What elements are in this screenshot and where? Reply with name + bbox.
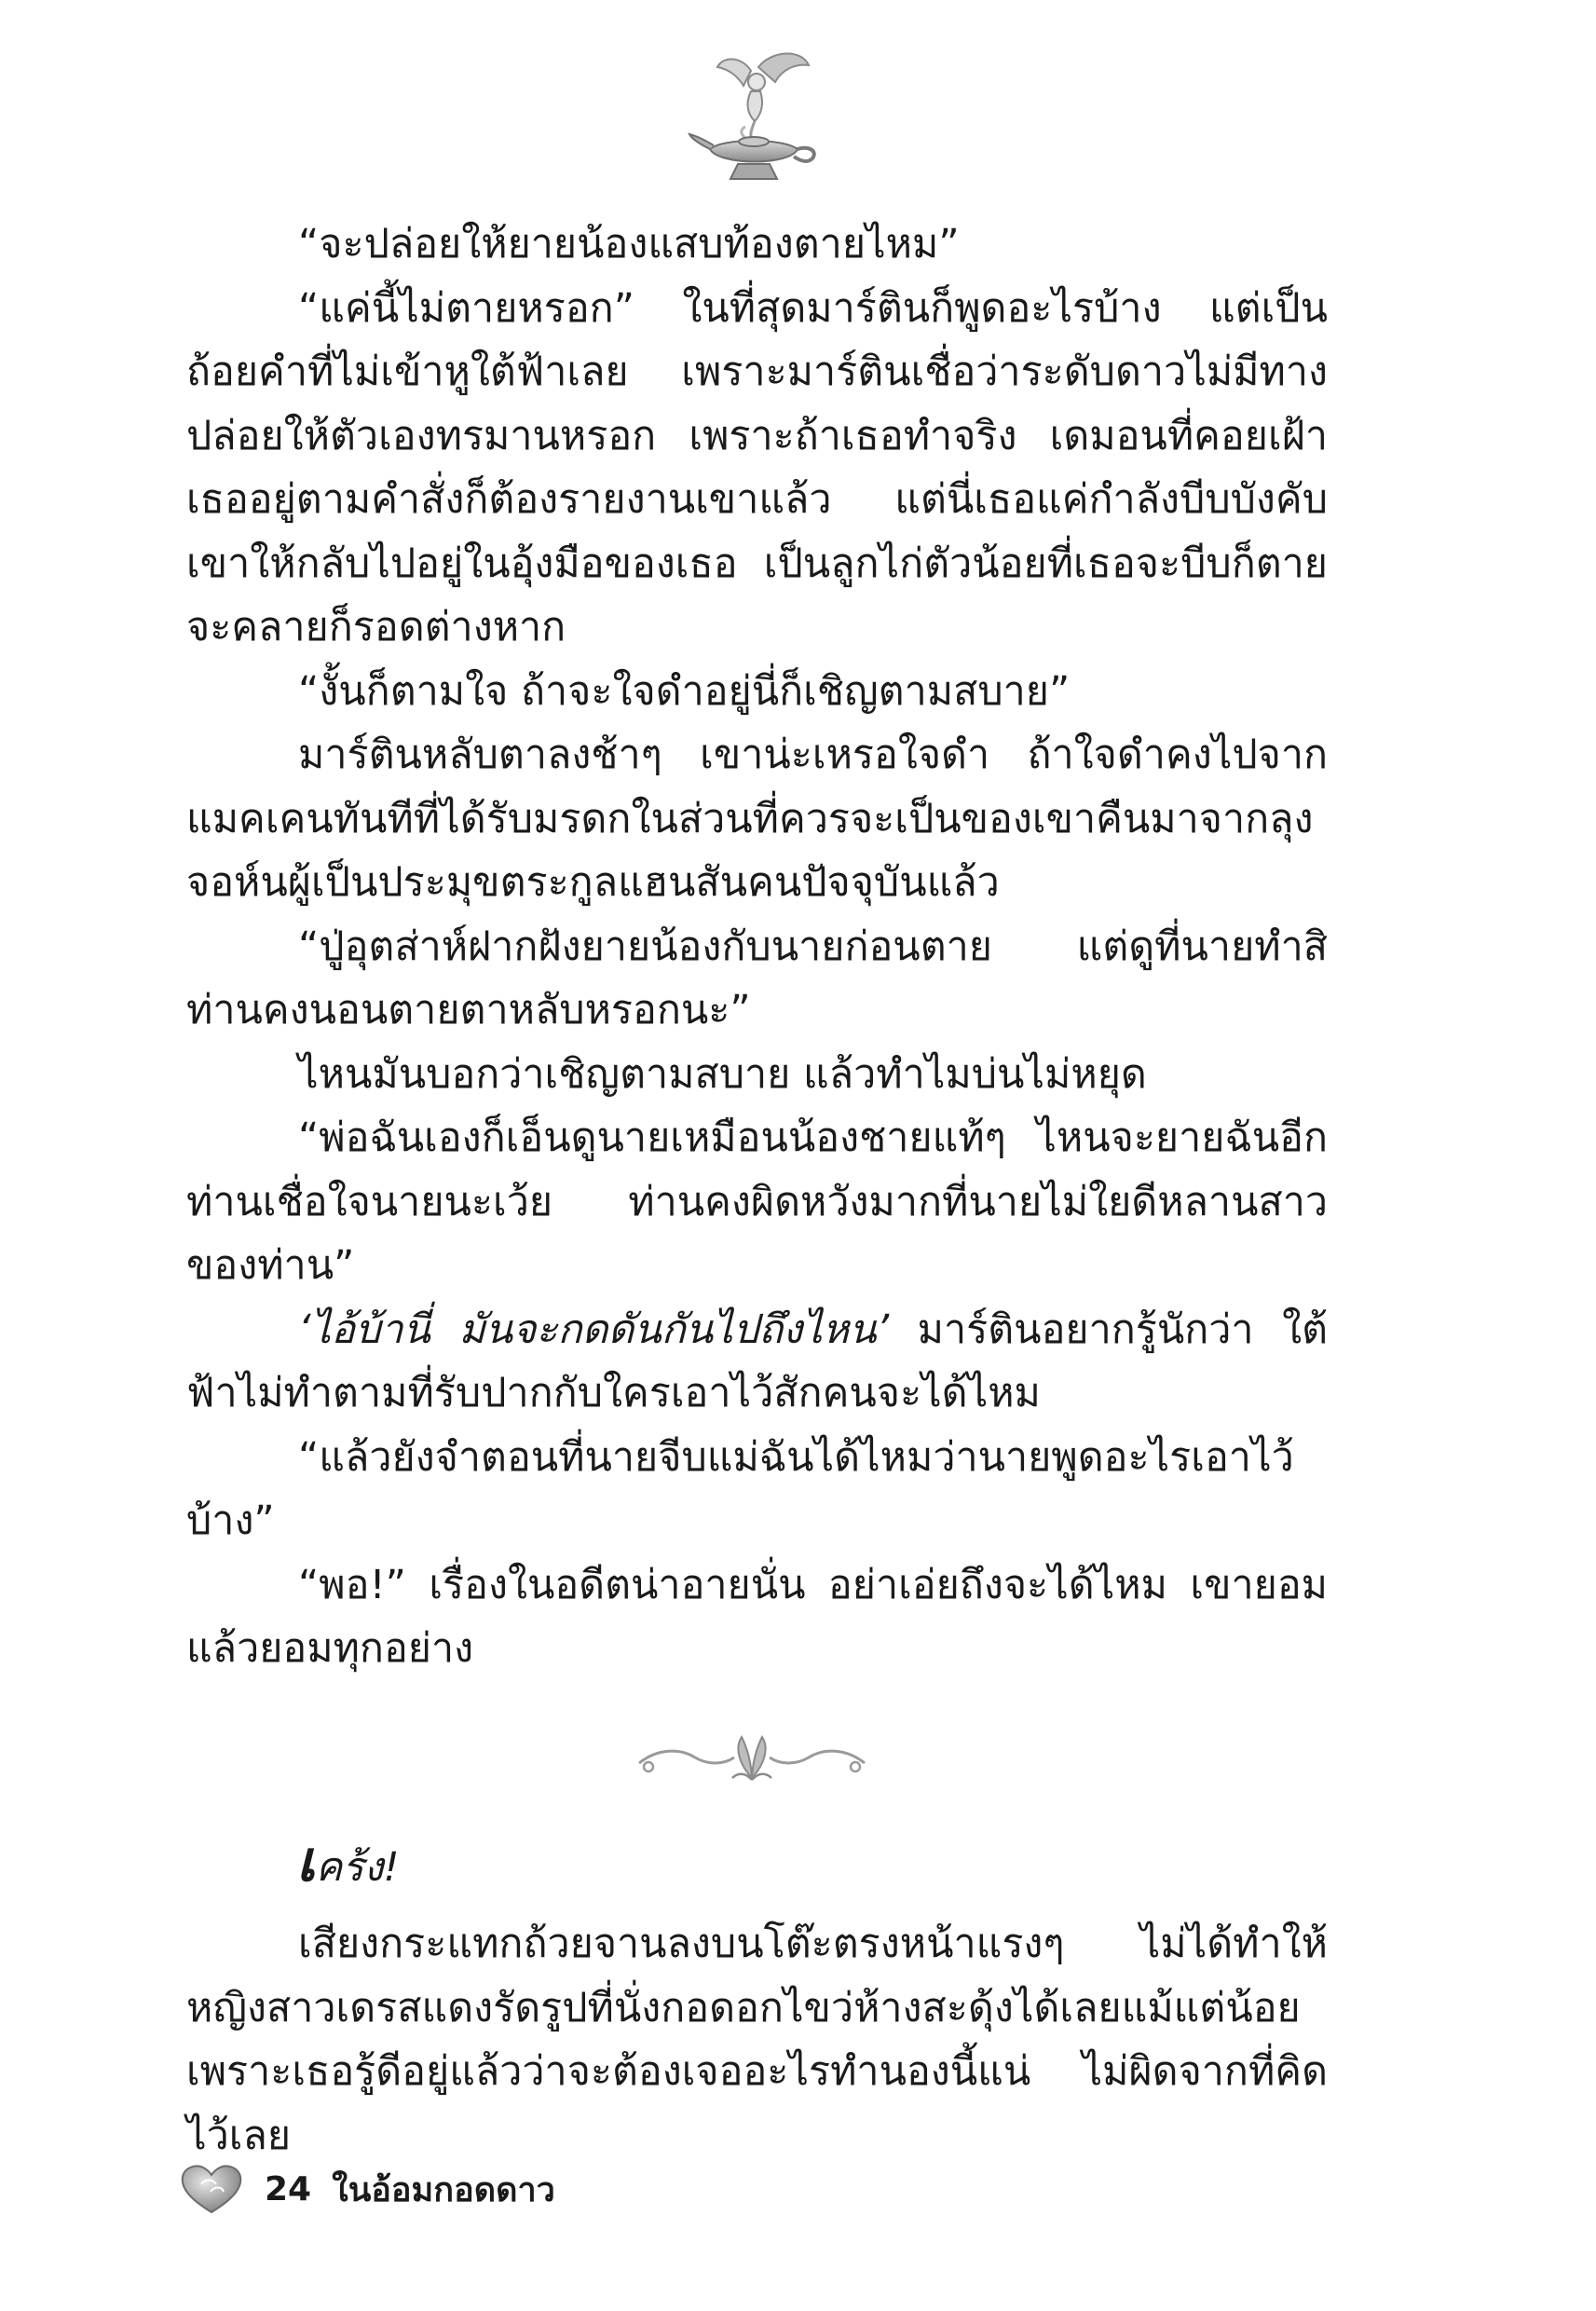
paragraph: มาร์ตินหลับตาลงช้าๆ เขาน่ะเหรอใจดำ ถ้าใจดำคงไปจากแมคเคนทันทีที่ได้รับมรดกในส่วนที่ควรจะเป็นของเขาคืนมาจากลุงจอห์นผู้เป็นประมุขตระกูลแฮนสันคนปัจจุบันแล้ว [186,732,1328,906]
paragraph: “งั้นก็ตามใจ ถ้าจะใจดำอยู่นี่ก็เชิญตามสบาย” [298,667,1071,715]
drop-cap: เ [296,1829,316,1894]
paragraph: ไหนมันบอกว่าเชิญตามสบาย แล้วทำไมบ่นไม่หยุด [298,1050,1147,1098]
paragraph: “พอ!” เรื่องในอดีตน่าอายนั่น อย่าเอ่ยถึงจะได้ไหม เขายอมแล้วยอมทุกอย่าง [186,1561,1328,1672]
page-number: 24 [265,2169,312,2208]
book-title: ในอ้อมกอดดาว [332,2170,555,2209]
paragraph-remainder: มาร์ตินอยากรู้นักว่า ใต้ฟ้าไม่ทำตามที่รับปากกับใครเอาไว้สักคนจะได้ไหม [186,1306,1328,1416]
body-text-lower [186,1912,1328,2167]
paragraph: “ปู่อุตส่าห์ฝากฝังยายน้องกับนายก่อนตาย แต่ดูที่นายทำสิ ท่านคงนอนตายตาหลับหรอกนะ” [186,923,1328,1033]
scene-opener [296,1830,400,1899]
paragraph-with-thought [186,1298,1328,1426]
paragraph: “พ่อฉันเองก็เอ็นดูนายเหมือนน้องชายแท้ๆ ไหนจะยายฉันอีก ท่านเชื่อใจนายนะเว้ย ท่านคงผิดหวังมากที่นายไม่ใยดีหลานสาวของท่าน” [186,1114,1328,1289]
inner-thought-italic: ‘ไอ้บ้านี่ มันจะกดดันกันไปถึงไหน’ [298,1306,890,1353]
heart-icon [179,2162,244,2216]
flourish-ornament-icon [630,1720,874,1795]
scene-opener-text: คร้ง! [315,1844,400,1891]
paragraph: “แค่นี้ไม่ตายหรอก” ในที่สุดมาร์ตินก็พูดอะไรบ้าง แต่เป็นถ้อยคำที่ไม่เข้าหูใต้ฟ้าเลย เพราะมาร์ตินเชื่อว่าระดับดาวไม่มีทางปล่อยให้ตัวเองทรมานหรอก เพราะถ้าเธอทำจริง เดมอนที่คอยเฝ้าเธออยู่ตามคำสั่งก็ต้องรายงานเขาแล้ว แต่นี่เธอแค่กำลังบีบบังคับเขาให้กลับไปอยู่ในอุ้งมือของเธอ เป็นลูกไก่ตัวน้อยที่เธอจะบีบก็ตาย จะคลายก็รอดต่างหาก [186,284,1328,650]
paragraph: “จะปล่อยให้ยายน้องแสบท้องตายไหม” [298,221,960,267]
page-footer [179,2156,555,2222]
paragraph: “แล้วยังจำตอนที่นายจีบแม่ฉันได้ไหมว่านายพูดอะไรเอาไว้บ้าง” [186,1433,1294,1544]
body-text-upper [186,212,1328,1681]
paragraph: เสียงกระแทกถ้วยจานลงบนโต๊ะตรงหน้าแรงๆ ไม่ได้ทำให้หญิงสาวเดรสแดงรัดรูปที่นั่งกอดอกไขว่ห้างสะดุ้งได้เลยแม้แต่น้อย เพราะเธอรู้ดีอยู่แล้วว่าจะต้องเจออะไรทำนองนี้แน่ ไม่ผิดจากที่คิดไว้เลย [186,1921,1328,2159]
genie-lamp-cupid-icon [686,48,822,188]
